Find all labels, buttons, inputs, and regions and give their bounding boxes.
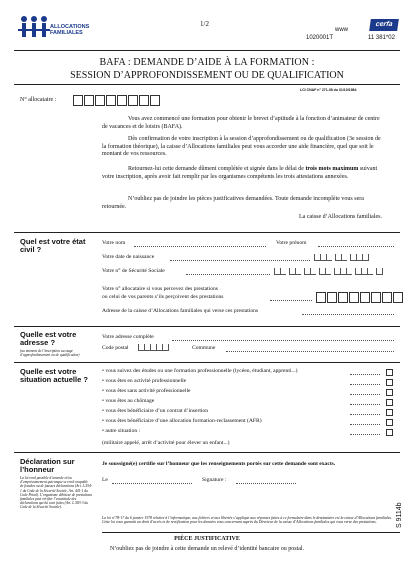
divider: [14, 452, 400, 453]
brand-name: ALLOCATIONS FAMILIALES: [50, 24, 90, 36]
char-box[interactable]: [362, 254, 369, 261]
divider: [14, 362, 400, 363]
char-box[interactable]: [280, 268, 286, 275]
digit-box[interactable]: [117, 95, 127, 106]
char-box[interactable]: [295, 268, 301, 275]
cerfa-logo: cerfa: [369, 19, 399, 31]
situation-option-filler: [350, 384, 380, 385]
divider: [14, 84, 400, 85]
adresse-note: (au moment de l’inscription au stage d’approfondissement ou de qualification): [20, 349, 80, 358]
signature-input[interactable]: [236, 483, 296, 484]
allocataire-filler: [270, 300, 312, 301]
situation-option-filler: [350, 424, 380, 425]
digit-box[interactable]: [150, 95, 160, 106]
signature-label: Signature :: [202, 477, 227, 483]
situation-option-label: • vous suivez des études ou une formation professionnelle (lycéen, étudiant, apprenti...): [102, 368, 298, 374]
situation-checkbox[interactable]: [386, 419, 393, 426]
form-title-line2: SESSION D’APPROFONDISSEMENT OU DE QUALIFICATION: [70, 70, 344, 81]
char-box[interactable]: [326, 254, 332, 261]
digit-box[interactable]: [360, 292, 370, 303]
situation-checkbox[interactable]: [386, 429, 393, 436]
piece-justificative-text: N’oubliez pas de joindre à cette demande un relevé d’identité bancaire ou postal.: [109, 546, 305, 552]
digit-box[interactable]: [73, 95, 83, 106]
situation-option-filler: [350, 414, 380, 415]
code-postal-label: Code postal: [102, 345, 129, 351]
situation-option-label: • vous êtes en activité professionnelle: [102, 378, 187, 384]
declaration-section-label: Déclaration sur l’honneur: [20, 457, 75, 474]
ref-number: 1020001T: [306, 35, 334, 41]
char-box[interactable]: [346, 268, 352, 275]
situation-option-label: • autre situation :: [102, 428, 141, 434]
situation-checkbox[interactable]: [386, 379, 393, 386]
situation-option-filler: [350, 394, 380, 395]
commune-label: Commune: [192, 345, 216, 351]
code-postal-input[interactable]: [138, 344, 169, 351]
cnil-note: La loi n°78-17 du 6 janvier 1978 relative à l’informatique, aux fichiers et aux libertés s’applique aux réponses faites à ce formulaire dans le destinataire est la caisse d’Allocations familiales. Cette loi vous garantit un droit d’accès et de rectification pour les données vous concernant auprès du Directeur de la caisse d’Allocations familiales qui vous verse des prestations.: [102, 516, 392, 525]
website-label: www: [335, 27, 348, 33]
adresse-caisse-input[interactable]: [302, 314, 394, 315]
situation-option-filler: [350, 374, 380, 375]
date-input[interactable]: [112, 483, 192, 484]
allocataire-label: N° allocataire :: [20, 97, 57, 103]
intro-paragraph-3: Retournez-lui cette demande dûment complétée et signée dans le délai de trois mots maximum suivant votre inscription, après avoir fait remplir par les organismes compétents les trois attestations annexées.: [102, 166, 378, 180]
digit-box[interactable]: [349, 292, 359, 303]
piece-justificative-title: PIÈCE JUSTIFICATIVE: [174, 536, 240, 542]
situation-option-filler: [350, 404, 380, 405]
divider: [102, 532, 400, 533]
digit-box[interactable]: [382, 292, 392, 303]
declaration-note: La loi rend passible d’amende et/ou d’emprisonnement quiconque se rend coupable de fraudes ou de fausses déclarations (Art. L.554-1 du Code de la Sécurité Sociale, Art. 441-1 du Code Pénal). L’organisme débiteur de prestations familiales peut vérifier l’exactitude des déclarations qui lui sont faites (Art. L.583-3 du Code de la Sécurité Sociale).: [20, 476, 92, 510]
digit-box[interactable]: [371, 292, 381, 303]
naissance-label: Votre date de naissance: [102, 254, 155, 260]
nom-input[interactable]: [134, 246, 266, 247]
intro-paragraph-1: Vous avez commencé une formation pour obtenir le brevet d’aptitude à la fonction d’animateur de centre de vacances et de loisirs (BAFA).: [102, 116, 380, 130]
allocataire-number-input[interactable]: [316, 292, 403, 303]
intro-paragraph-4: N’oubliez pas de joindre les pièces justificatives demandées. Toute demande incomplète vous sera retournée.: [102, 196, 364, 210]
legal-reference: LCI CNAF n° 271-08 du 31/10/1984: [300, 88, 357, 92]
situation-option-label: • vous êtes bénéficiaire d’une allocation formation-reclassement (AFR): [102, 418, 262, 424]
naissance-input[interactable]: [314, 254, 369, 261]
situation-option-label: • vous êtes sans activité professionnelle: [102, 388, 191, 394]
adresse-caisse-label: Adresse de la caisse d’Allocations familiales qui verse ces prestations: [102, 308, 259, 314]
adresse-label: Votre adresse complète: [102, 334, 154, 340]
char-box[interactable]: [325, 268, 331, 275]
intro-paragraph-2: Dès confirmation de votre inscription à la session d’approfondissement ou de qualification (3e session de la formation théorique), la caisse d’Allocations familiales peut vous accorder une aide financière, quel que soit le montant de vos ressources.: [102, 136, 381, 158]
situation-section-label: Quelle est votre situation actuelle ?: [20, 367, 88, 384]
prenom-input[interactable]: [318, 246, 394, 247]
intro-signature: La caisse d’Allocations familiales.: [299, 214, 382, 220]
digit-box[interactable]: [95, 95, 105, 106]
char-box[interactable]: [376, 268, 383, 275]
char-box[interactable]: [341, 254, 347, 261]
divider: [14, 50, 400, 51]
digit-box[interactable]: [338, 292, 348, 303]
civil-section-label: Quel est votre état civil ?: [20, 237, 86, 254]
digit-box[interactable]: [327, 292, 337, 303]
digit-box[interactable]: [139, 95, 149, 106]
situation-checkbox[interactable]: [386, 399, 393, 406]
allocataire-q2: ou celui de vos parents s’ils perçoivent des prestations: [102, 294, 224, 300]
digit-box[interactable]: [128, 95, 138, 106]
situation-option-label: • vous êtes au chômage: [102, 398, 155, 404]
page-number: 1/2: [200, 20, 209, 28]
side-code: S 9114b: [396, 502, 403, 528]
digit-box[interactable]: [106, 95, 116, 106]
naissance-filler: [170, 260, 310, 261]
allocataire-q1: Votre n° allocataire si vous percevez des prestations: [102, 286, 218, 292]
divider: [14, 232, 400, 233]
situation-option-filler: [350, 434, 380, 435]
commune-input[interactable]: [226, 351, 394, 352]
char-box[interactable]: [310, 268, 316, 275]
digit-box[interactable]: [84, 95, 94, 106]
secu-filler: [186, 274, 270, 275]
nom-label: Votre nom: [102, 240, 126, 246]
situation-checkbox[interactable]: [386, 409, 393, 416]
cerfa-number: 11 381*02: [368, 35, 395, 41]
form-title-line1: BAFA : DEMANDE D’AIDE À LA FORMATION :: [99, 57, 315, 68]
declaration-statement: Je soussigné(e) certifie sur l’honneur que les renseignements portés sur cette demande sont exacts.: [102, 461, 336, 467]
situation-military-note: (militaire appelé, arrêt d’activité pour élever un enfant...): [102, 440, 230, 446]
adresse-section-label: Quelle est votre adresse ?: [20, 330, 77, 347]
char-box[interactable]: [162, 344, 169, 351]
allocataire-number-field[interactable]: [73, 95, 160, 106]
secu-input[interactable]: [274, 268, 383, 275]
prenom-label: Votre prénom: [276, 240, 307, 246]
situation-checkbox[interactable]: [386, 389, 393, 396]
secu-label: Votre n° de Sécurité Sociale: [102, 268, 165, 274]
digit-box[interactable]: [393, 292, 403, 303]
situation-checkbox[interactable]: [386, 369, 393, 376]
situation-option-label: • vous êtes bénéficiaire d’un contrat d’insertion: [102, 408, 209, 414]
char-box[interactable]: [367, 268, 373, 275]
adresse-input[interactable]: [172, 340, 394, 341]
date-label: Le: [102, 477, 108, 483]
digit-box[interactable]: [316, 292, 326, 303]
divider: [14, 326, 400, 327]
